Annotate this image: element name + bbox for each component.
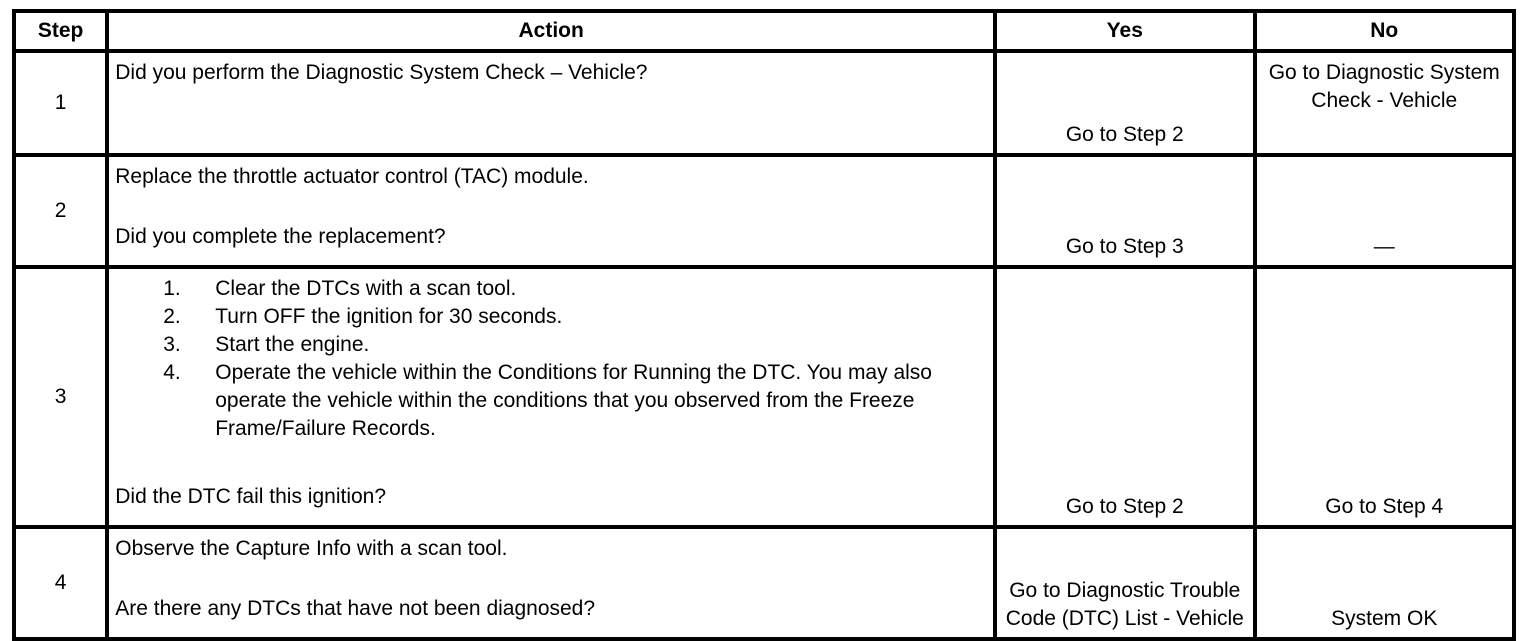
step-number: 2: [14, 155, 107, 267]
no-result: Go to Diagnostic System Check - Vehicle: [1255, 51, 1514, 155]
list-item: [115, 359, 987, 443]
action-text: Observe the Capture Info with a scan tool.: [115, 537, 508, 560]
action-cell: [107, 155, 995, 267]
list-item-number: 4.: [163, 361, 181, 384]
list-item-number: 1.: [163, 277, 181, 300]
header-step: Step: [14, 11, 107, 51]
yes-result: Go to Step 2: [995, 267, 1254, 527]
step-number: 3: [14, 267, 107, 527]
list-item: [115, 331, 987, 359]
action-cell: [107, 527, 995, 639]
yes-result: Go to Step 3: [995, 155, 1254, 267]
table-row: [14, 155, 1514, 267]
action-steps-list: [115, 275, 987, 443]
table-row: [14, 527, 1514, 639]
header-row: [14, 11, 1514, 51]
no-result: Go to Step 4: [1255, 267, 1514, 527]
yes-result: Go to Step 2: [995, 51, 1254, 155]
diagnostic-table: [12, 9, 1516, 641]
header-action: Action: [107, 11, 995, 51]
no-result: System OK: [1255, 527, 1514, 639]
list-item-number: 2.: [163, 305, 181, 328]
table-row: [14, 51, 1514, 155]
action-text: Replace the throttle actuator control (TAC) module.: [115, 165, 589, 188]
list-item-text: Operate the vehicle within the Conditions for Running the DTC. You may also operate the vehicle within the conditions that you observed from the Freeze Frame/Failure Records.: [215, 361, 932, 440]
action-question: Are there any DTCs that have not been diagnosed?: [115, 597, 596, 620]
step-number: 4: [14, 527, 107, 639]
step-number: 1: [14, 51, 107, 155]
list-item: [115, 275, 987, 303]
action-question: Did you complete the replacement?: [115, 225, 446, 248]
no-result: —: [1255, 155, 1514, 267]
action-cell: [107, 267, 995, 527]
list-item-text: Start the engine.: [215, 333, 370, 356]
list-item-text: Clear the DTCs with a scan tool.: [215, 277, 517, 300]
action-text: Did you perform the Diagnostic System Check – Vehicle?: [115, 61, 648, 84]
list-item: [115, 303, 987, 331]
header-no: No: [1255, 11, 1514, 51]
list-item-text: Turn OFF the ignition for 30 seconds.: [215, 305, 563, 328]
list-item-number: 3.: [163, 333, 181, 356]
header-yes: Yes: [995, 11, 1254, 51]
action-question: Did the DTC fail this ignition?: [115, 485, 387, 508]
action-cell: [107, 51, 995, 155]
table-row: [14, 267, 1514, 527]
yes-result: Go to Diagnostic Trouble Code (DTC) List - Vehicle: [995, 527, 1254, 639]
